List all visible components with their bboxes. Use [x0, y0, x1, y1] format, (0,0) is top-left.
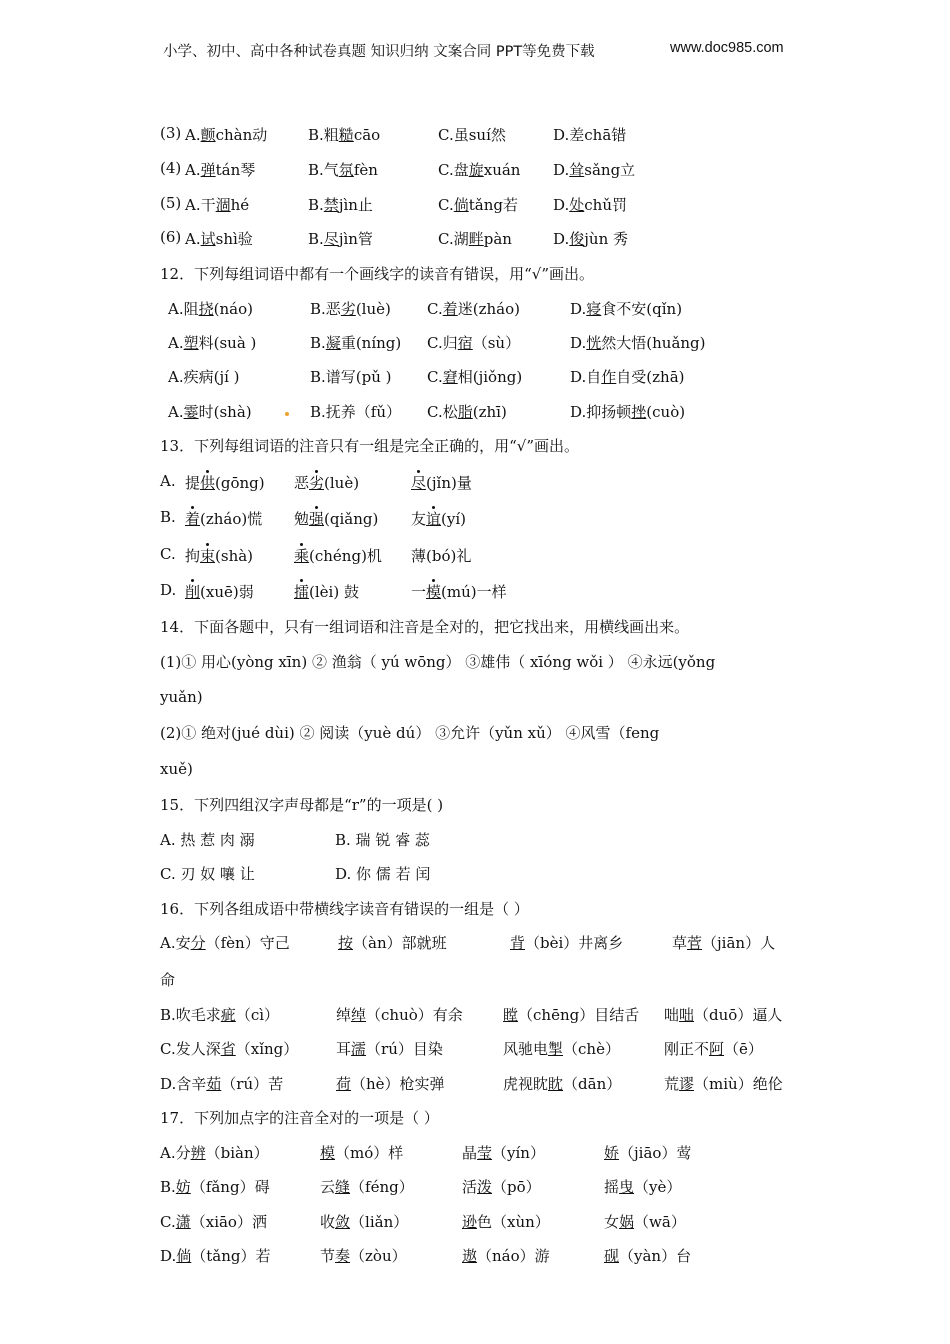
- underlined-char: 谬: [679, 1075, 695, 1093]
- underlined-char: 阿: [709, 1040, 725, 1058]
- underlined-char: 凝: [325, 334, 341, 352]
- q15-option-b: B. 瑞 锐 睿 蕊: [335, 831, 430, 849]
- underlined-char: 处: [569, 196, 585, 214]
- q14-group-1-cont: yuǎn): [160, 688, 203, 706]
- underlined-char: 挠: [198, 300, 214, 318]
- underlined-char: 尽: [411, 474, 427, 492]
- q12-option: C.着迷(zháo): [427, 300, 520, 318]
- underlined-char: 逊: [462, 1213, 478, 1231]
- q11-option-b: B.气氛fèn: [308, 161, 378, 179]
- underlined-char: 倘: [453, 196, 469, 214]
- q12-option: B.谱写(pǔ ): [310, 368, 392, 386]
- underlined-char: 挫: [631, 403, 647, 421]
- q11-option-b: B.禁jìn止: [308, 196, 373, 214]
- underlined-char: 塑: [183, 334, 199, 352]
- underlined-char: 削: [185, 583, 201, 601]
- q12-option: A.疾病(jí ): [168, 368, 240, 386]
- q13-word: 擂(lèi) 鼓: [294, 583, 359, 601]
- underlined-char: 缝: [335, 1178, 351, 1196]
- underlined-char: 尽: [323, 230, 339, 248]
- q11-option-c: C.盘旋xuán: [438, 161, 521, 179]
- q11-option-d: D.差chā错: [553, 126, 627, 144]
- underlined-char: 供: [200, 474, 216, 492]
- q12-option: D.寝食不安(qǐn): [570, 300, 683, 318]
- q12-option: C.松脂(zhī): [427, 403, 507, 421]
- underlined-char: 省: [220, 1040, 236, 1058]
- underlined-char: 强: [309, 510, 325, 528]
- underlined-char: 曳: [619, 1178, 635, 1196]
- q17-option: 摇曳（yè）: [604, 1178, 682, 1196]
- q14-group-1: (1)① 用心(yòng xīn) ② 渔翁（ yú wōng） ③雄伟（ xīóng wǒi ） ④永远(yǒng: [160, 653, 716, 671]
- underlined-char: 潇: [175, 1213, 191, 1231]
- q17-option: 晶莹（yín）: [462, 1144, 545, 1162]
- q11-option-b: B.粗糙cāo: [308, 126, 381, 144]
- q13-word: 勉强(qiǎng): [294, 510, 379, 528]
- underlined-char: 着: [185, 510, 201, 528]
- underlined-char: 茹: [206, 1075, 222, 1093]
- underlined-char: 模: [426, 583, 442, 601]
- underlined-char: 遨: [462, 1247, 478, 1265]
- underlined-char: 涸: [215, 196, 231, 214]
- q12-option: C.窘相(jiǒng): [427, 368, 523, 386]
- q13-row-label: D.: [160, 581, 177, 599]
- underlined-char: 妨: [175, 1178, 191, 1196]
- underlined-char: 寝: [586, 300, 602, 318]
- q12-option: D.恍然大悟(huǎng): [570, 334, 706, 352]
- q13-word: 着(zháo)慌: [185, 510, 263, 528]
- q17-option: C.潇（xiāo）洒: [160, 1213, 267, 1231]
- q12-option: D.自作自受(zhā): [570, 368, 685, 386]
- underlined-char: 俊: [569, 230, 585, 248]
- underlined-char: 劣: [340, 300, 356, 318]
- underlined-char: 颤: [200, 126, 216, 144]
- q15-title: 15．下列四组汉字声母都是“r”的一项是( ): [160, 796, 444, 814]
- q13-word: 尽(jǐn)量: [411, 474, 472, 492]
- q12-title: 12．下列每组词语中都有一个画线字的读音有错误，用“√”画出。: [160, 265, 594, 283]
- q14-group-2-cont: xuě): [160, 760, 193, 778]
- q16-option: D.含辛茹（rú）苦: [160, 1075, 284, 1093]
- underlined-char: 弹: [200, 161, 216, 179]
- underlined-char: 掣: [548, 1040, 564, 1058]
- q17-option: B.妨（fǎng）碍: [160, 1178, 270, 1196]
- underlined-char: 试: [200, 230, 216, 248]
- q11-row-label: (6): [160, 228, 182, 246]
- q16-title: 16．下列各组成语中带横线字读音有错误的一组是（ ）: [160, 900, 529, 918]
- underlined-char: 脂: [457, 403, 473, 421]
- q17-option: 云缝（féng）: [320, 1178, 414, 1196]
- q16-option: 咄咄（duō）逼人: [664, 1006, 783, 1024]
- q16-option: 背（bèi）井离乡: [510, 934, 624, 952]
- underlined-char: 荷: [336, 1075, 352, 1093]
- q11-option-a: A.颤chàn动: [185, 126, 268, 144]
- underlined-char: 窘: [442, 368, 458, 386]
- q17-option: 女娲（wā）: [604, 1213, 686, 1231]
- q11-option-d: D.耸sǎng立: [553, 161, 636, 179]
- q13-title: 13．下列每组词语的注音只有一组是完全正确的，用“√”画出。: [160, 437, 579, 455]
- underlined-char: 眈: [548, 1075, 564, 1093]
- underlined-char: 畔: [468, 230, 484, 248]
- underlined-char: 糙: [338, 126, 354, 144]
- q11-option-c: C.湖畔pàn: [438, 230, 512, 248]
- underlined-char: 咄: [679, 1006, 695, 1024]
- q16-option: 草菅（jiān）人: [672, 934, 776, 952]
- q13-row-label: A.: [160, 472, 176, 490]
- underlined-char: 奏: [335, 1247, 351, 1265]
- q16-cont: 命: [160, 971, 176, 989]
- q16-option: 荒谬（miù）绝伦: [664, 1075, 783, 1093]
- q12-option: A.霎时(shà): [168, 403, 252, 421]
- underlined-char: 作: [601, 368, 617, 386]
- q11-option-a: A.弹tán琴: [185, 161, 256, 179]
- underlined-char: 砚: [604, 1247, 620, 1265]
- q12-option: B.抚养（fǔ）: [310, 403, 402, 421]
- q11-option-a: A.试shì验: [185, 230, 253, 248]
- q16-option: B.吹毛求疵（cì）: [160, 1006, 280, 1024]
- underlined-char: 旋: [468, 161, 484, 179]
- q13-word: 削(xuē)弱: [185, 583, 254, 601]
- q12-option: D.抑扬顿挫(cuò): [570, 403, 686, 421]
- q17-option: 节奏（zòu）: [320, 1247, 407, 1265]
- q16-option: A.安分（fèn）守己: [160, 934, 290, 952]
- q11-option-d: D.俊jùn 秀: [553, 230, 629, 248]
- q17-option: 遨（náo）游: [462, 1247, 550, 1265]
- q13-word: 薄(bó)礼: [411, 547, 472, 565]
- q13-word: 拘束(shà): [185, 547, 254, 565]
- q14-group-2: (2)① 绝对(jué dùi) ② 阅读（yuè dú） ③允许（yǔn xǔ） ④风雪（feng: [160, 724, 660, 742]
- underlined-char: 娲: [619, 1213, 635, 1231]
- q13-word: 提供(gōng): [185, 474, 265, 492]
- underlined-char: 敛: [335, 1213, 351, 1231]
- q17-option: 娇（jiāo）莺: [604, 1144, 692, 1162]
- underlined-char: 按: [338, 934, 354, 952]
- site-url[interactable]: www.doc985.com: [670, 40, 784, 56]
- q11-option-d: D.处chǔ罚: [553, 196, 628, 214]
- underlined-char: 背: [510, 934, 526, 952]
- underlined-char: 濡: [351, 1040, 367, 1058]
- q16-option: 荷（hè）枪实弹: [336, 1075, 445, 1093]
- underlined-char: 辨: [190, 1144, 206, 1162]
- underlined-char: 乘: [294, 547, 310, 565]
- q17-option: A.分辨（biàn）: [160, 1144, 269, 1162]
- underlined-char: 分: [190, 934, 206, 952]
- q12-option: B.恶劣(luè): [310, 300, 391, 318]
- q13-row-label: C.: [160, 545, 176, 563]
- q11-option-c: C.倘tǎng若: [438, 196, 518, 214]
- q17-option: 收敛（liǎn）: [320, 1213, 409, 1231]
- underlined-char: 着: [442, 300, 458, 318]
- q17-option: 模（mó）样: [320, 1144, 404, 1162]
- q11-option-b: B.尽jìn管: [308, 230, 373, 248]
- q16-option: 刚正不阿（ē）: [664, 1040, 763, 1058]
- q11-row-label: (4): [160, 159, 182, 177]
- underlined-char: 瞠: [503, 1006, 519, 1024]
- underlined-char: 劣: [309, 474, 325, 492]
- q12-option: C.归宿（sù）: [427, 334, 521, 352]
- q11-option-a: A.干涸hé: [185, 196, 250, 214]
- q15-option-c: C. 刃 奴 嚷 让: [160, 865, 255, 883]
- underlined-char: 谊: [426, 510, 442, 528]
- q13-row-label: B.: [160, 508, 176, 526]
- q16-option: 绰绰（chuò）有余: [336, 1006, 463, 1024]
- underlined-char: 禁: [323, 196, 339, 214]
- underlined-char: 氛: [338, 161, 354, 179]
- q15-option-d: D. 你 儒 若 闰: [335, 865, 431, 883]
- q17-option: 砚（yàn）台: [604, 1247, 692, 1265]
- underlined-char: 擂: [294, 583, 310, 601]
- underlined-char: 恍: [586, 334, 602, 352]
- underlined-char: 莹: [477, 1144, 493, 1162]
- underlined-char: 绰: [351, 1006, 367, 1024]
- underlined-char: 菅: [687, 934, 703, 952]
- q12-option: B.凝重(níng): [310, 334, 402, 352]
- q14-title: 14．下面各题中，只有一组词语和注音是全对的，把它找出来，用横线画出来。: [160, 618, 690, 636]
- q16-option: 按（àn）部就班: [338, 934, 447, 952]
- q16-option: 虎视眈眈（dān）: [503, 1075, 622, 1093]
- underlined-char: 泼: [477, 1178, 493, 1196]
- underlined-char: 束: [200, 547, 216, 565]
- underlined-char: 娇: [604, 1144, 620, 1162]
- q17-option: 活泼（pō）: [462, 1178, 541, 1196]
- q13-word: 友谊(yí): [411, 510, 467, 528]
- q16-option: C.发人深省（xǐng）: [160, 1040, 299, 1058]
- underlined-char: 耸: [569, 161, 585, 179]
- q17-option: 逊色（xùn）: [462, 1213, 550, 1231]
- q11-row-label: (3): [160, 124, 182, 142]
- underlined-char: 宿: [457, 334, 473, 352]
- underlined-char: 疵: [220, 1006, 236, 1024]
- site-header-text: 小学、初中、高中各种试卷真题 知识归纳 文案合同 PPT等免费下载: [163, 44, 595, 60]
- q16-option: 风驰电掣（chè）: [503, 1040, 620, 1058]
- q11-option-c: C.虽suí然: [438, 126, 506, 144]
- q11-row-label: (5): [160, 194, 182, 212]
- q17-title: 17．下列加点字的注音全对的一项是（ ）: [160, 1109, 439, 1127]
- q13-word: 一模(mú)一样: [411, 583, 507, 601]
- stray-mark: [285, 412, 289, 416]
- underlined-char: 霎: [183, 403, 199, 421]
- q12-option: A.塑料(suà ): [168, 334, 257, 352]
- q17-option: D.倘（tǎng）若: [160, 1247, 271, 1265]
- q12-option: A.阻挠(náo): [168, 300, 253, 318]
- q16-option: 耳濡（rú）目染: [336, 1040, 443, 1058]
- q15-option-a: A. 热 惹 肉 溺: [160, 831, 255, 849]
- underlined-char: 模: [320, 1144, 336, 1162]
- q13-word: 乘(chéng)机: [294, 547, 382, 565]
- q13-word: 恶劣(luè): [294, 474, 360, 492]
- q16-option: 瞠（chēng）目结舌: [503, 1006, 640, 1024]
- underlined-char: 倘: [176, 1247, 192, 1265]
